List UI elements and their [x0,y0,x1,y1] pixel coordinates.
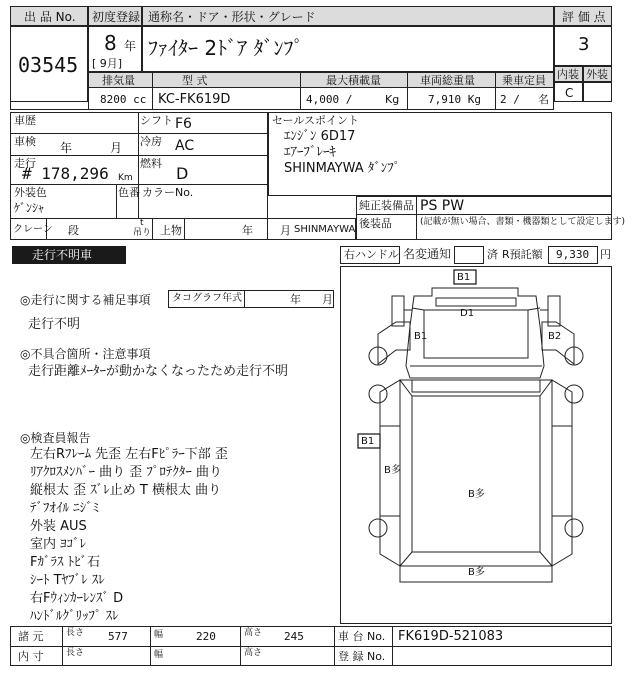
inspector-line: 左右Rﾌﾚｰﾑ 先歪 左右Fﾋﾟﾗｰ下部 歪 [30,447,228,462]
mileage-unknown-banner-text: 走行不明車 [32,248,93,262]
interior-label: 内装 [557,68,579,81]
capacity-unit: 名 [538,93,549,106]
fuel-value: D [176,164,189,183]
length-label: 長さ [66,628,85,638]
first-reg-label: 初度登録 [92,10,141,24]
right-handle: 右ハンドル [344,248,399,261]
spec-label-row [88,72,554,88]
mileage-value: # 178,296 [22,164,109,183]
recycle-amount: 9,330 [556,248,590,261]
crane-label: クレーン [13,224,53,235]
damage-mark: B2 [548,331,562,342]
cab-roof [436,298,516,306]
displacement-label: 排気量 [102,74,135,87]
windshield [424,310,528,358]
crane-ton-top: t [140,218,144,228]
inspection-label: 車検 [14,135,36,148]
travel-notes-title: ◎走行に関する補足事項 [20,293,151,307]
ac-label: 冷房 [140,135,162,148]
mid-left-wheel [369,385,387,403]
width-label: 幅 [154,630,164,640]
tacho-label: タコグラフ年式 [172,293,242,304]
mileage-unit: Km [118,173,133,183]
displacement: 8200 cc [100,93,147,106]
defect-title: ◎不具合箇所・注意事項 [20,347,151,361]
grade-value: 3 [578,34,590,55]
specs-label: 諸 元 [18,630,44,643]
sales-point-label: セールスポイント [272,114,360,127]
width-value: 220 [196,630,216,643]
inspector-line: 右Fｳｨﾝｶｰﾚﾝｽﾞ D [30,591,124,606]
color-no-label: 色番 [118,186,140,199]
inspection-year: 年 [60,141,73,155]
first-reg-year: 8 [104,31,117,55]
change-notice-cell [454,246,484,264]
defect-text: 走行距離ﾒｰﾀｰが動かなくなったため走行不明 [28,364,289,379]
inner-length-label: 長さ [66,648,85,658]
inspector-line: 縦根太 歪 ｽﾞﾚ止め T 横根太 曲り [30,483,222,498]
inspector-line: Fｶﾞﾗｽ ﾄﾋﾞ石 [30,555,101,570]
upper-month: 月 [280,224,291,237]
first-reg-month: [ 9月] [92,57,123,70]
grade-label: 評 価 点 [562,10,606,24]
inspector-line: ﾘｱｸﾛｽﾒﾝﾊﾞｰ 曲り 歪 ﾌﾟﾛﾃｸﾀｰ 曲り [30,465,223,480]
recycle-prefix: 済 [487,248,498,261]
gross-weight-label: 車両総重量 [420,74,475,87]
lot-no-label: 出 品 No. [24,10,76,24]
first-reg-year-unit: 年 [124,39,137,53]
tacho-month: 月 [322,293,333,306]
mid-right-wheel [565,385,583,403]
aftermarket-note: (記載が無い場合、書類・機器類として設定します) [420,217,626,227]
ext-color-value: ｹﾞﾝｼｬ [14,201,45,215]
genuine-label: 純正装備品 [359,199,414,212]
damage-mark: B多 [384,465,401,476]
max-load-label: 最大積載量 [326,74,381,87]
type-label: 型 式 [182,74,208,87]
change-notice-label: 名変通知 [403,247,452,261]
damage-mark: B多 [468,489,485,500]
shift-value: F6 [175,116,192,132]
fuel-label: 燃料 [140,157,162,170]
recycle-unit: 円 [600,248,611,261]
gross-weight: 7,910 Kg [428,93,481,106]
recycle-label: R預託額 [502,248,543,261]
damage-mark: B1 [361,436,375,447]
inspector-line: 室内 ﾖｺﾞﾚ [30,537,87,552]
model-type: KC-FK619D [158,92,231,107]
upper-maker: SHINMAYWA [294,224,356,235]
chassis-value: FK619D-521083 [398,629,504,644]
rear-left-wheel [369,519,387,537]
height-value: 245 [284,630,304,643]
capacity-label: 乗車定員 [502,74,546,87]
capacity: 2 / [500,93,520,106]
upper-year: 年 [242,224,253,237]
front-bumper-right [542,322,574,364]
inspector-title: ◎検査員報告 [20,431,91,445]
aftermarket-label: 後装品 [359,217,392,230]
crane-stage: 段 [68,224,79,237]
length-value: 577 [108,630,128,643]
shift-label: シフト [140,114,173,127]
bed-floor [412,396,540,552]
color-label: カラーNo. [142,186,194,199]
bed-outline [400,380,552,566]
bed-right-side [552,380,572,566]
registration-label: 登 録 No. [338,650,386,663]
mileage-label: 走行 [14,157,36,170]
damage-mark: B1 [414,331,428,342]
max-load: 4,000 / [306,93,353,106]
inspector-line: ﾊﾝﾄﾞﾙｸﾞﾘｯﾌﾟ ｽﾚ [30,609,119,624]
crane-ton-bottom: 吊り [133,228,152,238]
inner-height-label: 高さ [244,648,263,658]
travel-text: 走行不明 [28,317,81,332]
front-bumper [378,322,410,364]
damage-mark: B多 [468,567,485,578]
height-label: 高さ [244,628,263,638]
lot-no: 03545 [18,53,79,77]
sales-point-line: ｴｱｰﾌﾞﾚｰｷ [284,145,336,160]
inner-label: 内 寸 [18,650,44,663]
exterior-label: 外装 [586,68,608,81]
upper-label: 上物 [160,224,182,237]
rear-right-wheel [565,519,583,537]
exterior-grade-cell [583,82,612,102]
tacho-year: 年 [290,293,301,306]
bed-front-panel [412,380,540,392]
genuine-value: PS PW [420,198,465,214]
ac-value: AC [175,138,195,154]
chassis-label: 車 台 No. [338,630,386,643]
damage-mark: B1 [457,272,471,283]
damage-mark: D1 [460,308,475,319]
ext-color-label: 外装色 [14,186,47,199]
car-name: ﾌｧｲﾀｰ 2ﾄﾞｱ ﾀﾞﾝﾌﾟ [148,36,304,60]
inner-width-label: 幅 [154,650,164,660]
model-desc-label: 通称名・ドア・形状・グレード [148,10,316,24]
interior-grade: C [565,86,574,100]
history-label: 車歴 [14,114,36,127]
inspector-line: 外装 AUS [30,519,87,534]
inspector-line: ﾃﾞﾌｵｲﾙ ﾆｼﾞﾐ [30,501,100,516]
sales-point-line: SHINMAYWA ﾀﾞﾝﾌﾟ [284,161,401,176]
inspector-line: ｼｰﾄ Tﾔﾌﾞﾚ ｽﾚ [30,573,105,588]
sales-point-line: ｴﾝｼﾞﾝ 6D17 [284,129,356,144]
max-load-unit: Kg [385,93,400,106]
inspection-month: 月 [110,141,123,155]
